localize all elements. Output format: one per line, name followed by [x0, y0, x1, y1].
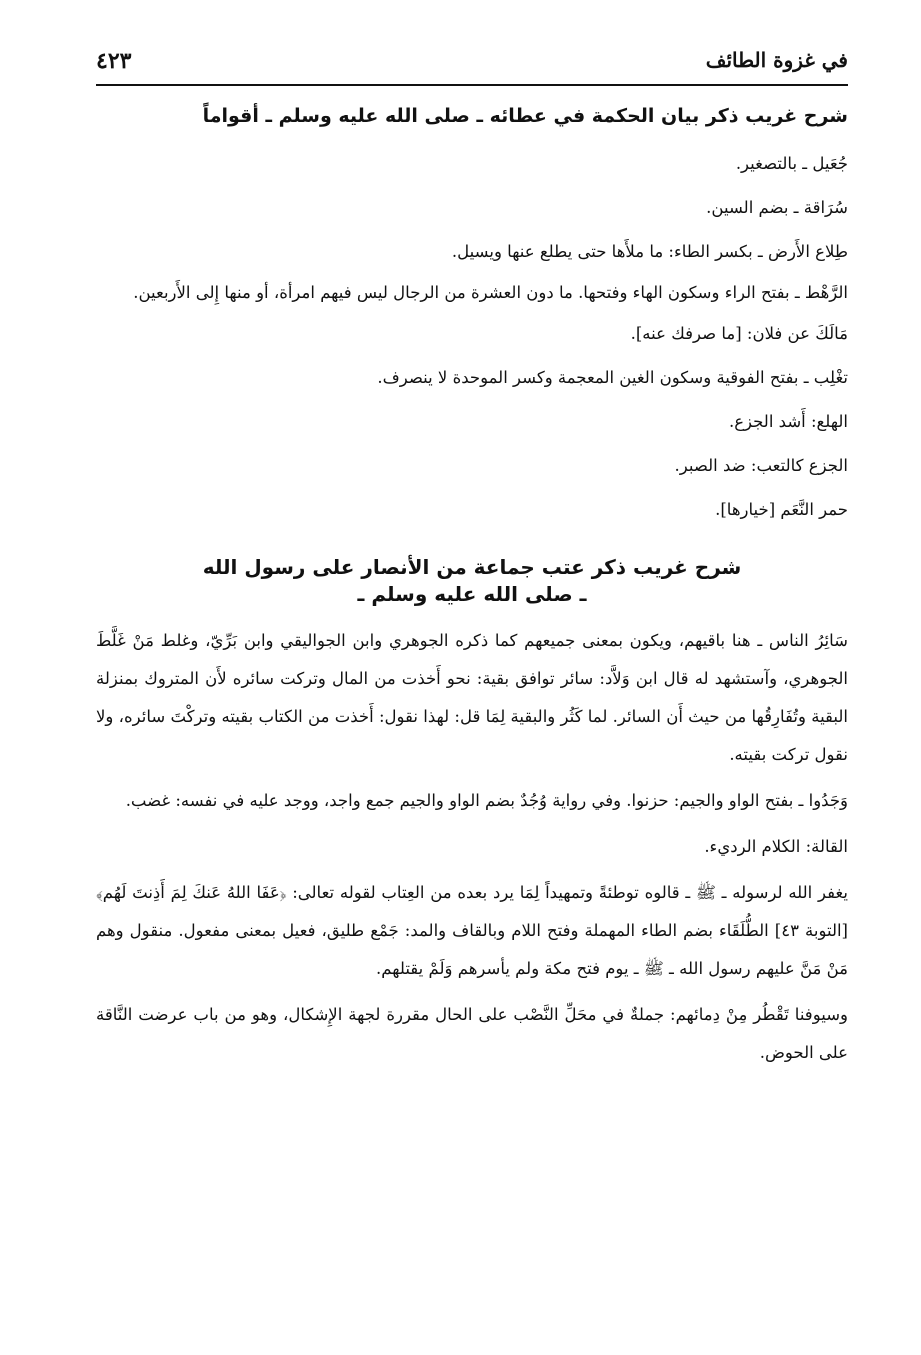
page-number: ٤٢٣	[96, 48, 132, 74]
glossary-entry: يغفر الله لرسوله ـ ﷺ ـ قالوه توطئةً وتمهيداً لِمَا يرد بعده من العِتاب لقوله تعالى: ﴿عَفَا اللهُ عَنكَ لِمَ أَذِنتَ لَهُم﴾[التوبة ٤٣] الطُّلَقَاء بضم الطاء المهملة وفتح اللام وبالقاف والمد: جَمْع طليق، فعيل بمعنى مفعول. منقول وهم مَنْ مَنَّ عليهم رسول الله ـ ﷺ ـ يوم فتح مكة ولم يأسرهم وَلَمْ يقتلهم.	[96, 882, 848, 978]
section-heading	[96, 554, 848, 608]
glossary-entry: الهلع: أَشد الجزع.	[728, 411, 848, 431]
glossary-entry: مَالَكَ عن فلان: [ما صرفك عنه].	[630, 323, 848, 343]
glossary-entry: وسيوفنا تَقْطُر مِنْ دِمائهم: جملةٌ في محَلِّ النَّصْب على الحال مقررة لجهة الإِشكال، وهو من باب عرضت النَّاقة على الحوض.	[96, 1004, 848, 1062]
glossary-entry: جُعَيل ـ بالتصغير.	[735, 153, 848, 173]
glossary-entry: القالة: الكلام الرديء.	[704, 836, 848, 856]
book-page	[96, 40, 848, 1072]
running-title: في غزوة الطائف	[705, 48, 848, 72]
glossary-entry: سُرَاقة ـ بضم السين.	[706, 197, 848, 217]
glossary-entry: حمر النَّعَم [خيارها].	[715, 499, 848, 519]
glossary-entry: سَائِرُ الناس ـ هنا باقيهم، ويكون بمعنى جميعهم كما ذكره الجوهري وابن الجواليقي وابن بَرِّيّ، وغلط مَنْ غَلَّطَ الجوهري، وآستشهد له قال ابن وَلاَّد: سائر توافق بقية: نحو أَخذت من المال وتركت سائره لأَن المتروك بمنزلة البقية وتُفَارِقُها من حيث أَن السائر. لما كَثُر والبقية لِمَا قل: لهذا نقول: أَخذت من الكتاب بقيته وتركْتَ سائره، ولا نقول تركت بقيته.	[96, 630, 848, 764]
section-heading: شرح غريب ذكر بيان الحكمة في عطائه ـ صلى الله عليه وسلم ـ أقواماً	[202, 105, 848, 127]
glossary-entry: الرَّهْط ـ بفتح الراء وسكون الهاء وفتحها. ما دون العشرة من الرجال ليس فيهم امرأة، أو منها إِلى الأَربعين.	[133, 282, 848, 302]
glossary-entry: تغْلِب ـ بفتح الفوقية وسكون الغين المعجمة وكسر الموحدة لا ينصرف.	[377, 367, 848, 387]
glossary-entry: وَجَدُوا ـ بفتح الواو والجيم: حزنوا. وفي رواية وُجُدٌ بضم الواو والجيم جمع واجد، ووجد عليه في نفسه: غضب.	[125, 790, 848, 810]
running-header	[96, 40, 848, 86]
glossary-entry: الجزع كالتعب: ضد الصبر.	[674, 455, 848, 475]
glossary-entry: طِلاع الأَرض ـ بكسر الطاء: ما ملأَها حتى يطلع عنها ويسيل.	[451, 241, 848, 261]
section-heading-line: ـ صلى الله عليه وسلم ـ	[357, 581, 587, 606]
section-heading-line: شرح غريب ذكر عتب جماعة من الأنصار على رسول الله	[202, 554, 742, 579]
